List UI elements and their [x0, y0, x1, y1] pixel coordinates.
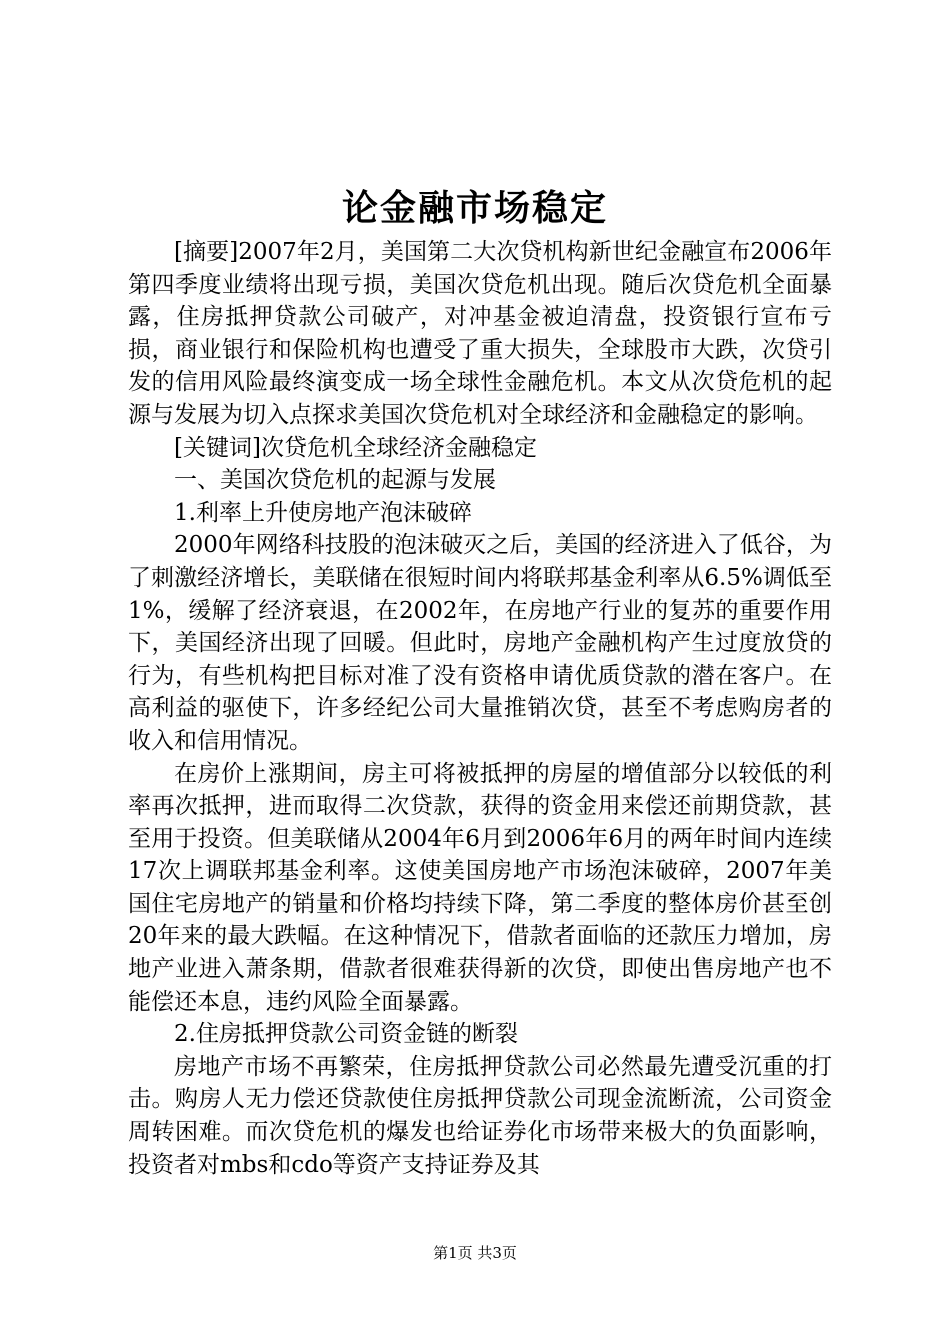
document-body: [128, 236, 832, 1181]
abstract-paragraph: [摘要]2007年2月，美国第二大次贷机构新世纪金融宣布2006年第四季度业绩将出现亏损，美国次贷危机出现。随后次贷危机全面暴露，住房抵押贷款公司破产，对冲基金被迫清盘，投资银行宣布亏损，商业银行和保险机构也遭受了重大损失，全球股市大跌，次贷引发的信用风险最终演变成一场全球性金融危机。本文从次贷危机的起源与发展为切入点探求美国次贷危机对全球经济和金融稳定的影响。: [128, 239, 832, 428]
document-title: 论金融市场稳定: [341, 187, 608, 229]
subsection-heading: 2.住房抵押贷款公司资金链的断裂: [174, 1021, 518, 1048]
body-paragraph: 房地产市场不再繁荣，住房抵押贷款公司必然最先遭受沉重的打击。购房人无力偿还贷款使住房抵押贷款公司现金流断流，公司资金周转困难。而次贷危机的爆发也给证券化市场带来极大的负面影响，投资者对mbs和cdo等资产支持证券及其: [128, 1053, 832, 1178]
body-paragraph: 2000年网络科技股的泡沫破灭之后，美国的经济进入了低谷，为了刺激经济增长，美联储在很短时间内将联邦基金利率从6.5%调低至1%，缓解了经济衰退，在2002年，在房地产行业的复苏的重要作用下，美国经济出现了回暖。但此时，房地产金融机构产生过度放贷的行为，有些机构把目标对准了没有资格申请优质贷款的潜在客户。在高利益的驱使下，许多经纪公司大量推销次贷，甚至不考虑购房者的收入和信用情况。: [128, 532, 832, 754]
subsection-heading: 1.利率上升使房地产泡沫破碎: [174, 499, 472, 526]
keywords-paragraph: [关键词]次贷危机全球经济金融稳定: [174, 434, 537, 461]
section-heading: 一、美国次贷危机的起源与发展: [174, 467, 496, 494]
body-paragraph: 在房价上涨期间，房主可将被抵押的房屋的增值部分以较低的利率再次抵押，进而取得二次贷款，获得的资金用来偿还前期贷款，甚至用于投资。但美联储从2004年6月到2006年6月的两年时间内连续17次上调联邦基金利率。这使美国房地产市场泡沫破碎，2007年美国住宅房地产的销量和价格均持续下降，第二季度的整体房价甚至创20年来的最大跌幅。在这种情况下，借款者面临的还款压力增加，房地产业进入萧条期，借款者很难获得新的次贷，即使出售房地产也不能偿还本息，违约风险全面暴露。: [128, 760, 832, 1015]
page-footer: 第1页 共3页: [433, 1244, 517, 1262]
